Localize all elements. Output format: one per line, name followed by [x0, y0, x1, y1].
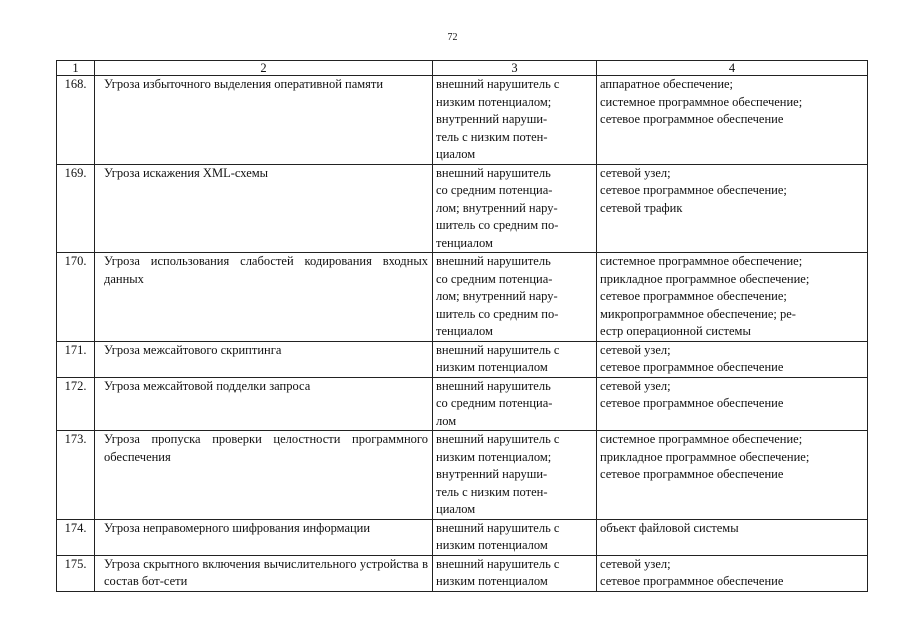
table-row	[57, 377, 868, 431]
threat-name: Угроза искажения XML-схемы	[95, 164, 433, 253]
violator-line: низким потенциалом	[436, 360, 548, 374]
threat-number: 171.	[57, 341, 95, 377]
threat-name: Угроза пропуска проверки целостности программного обеспечения	[95, 431, 433, 520]
impact-object-line: объект файловой системы	[600, 520, 739, 535]
impact-object-line: прикладное программное обеспечение;	[600, 449, 810, 464]
page-number: 72	[447, 32, 458, 43]
table-row	[57, 76, 868, 165]
violator-line: лом	[436, 413, 457, 428]
threat-violator	[433, 377, 597, 431]
threat-violator	[433, 253, 597, 342]
impact-object-line: сетевое программное обеспечение;	[600, 183, 787, 197]
violator-line: внутренний наруши-	[436, 467, 548, 481]
impact-object-line: системное программное обеспечение;	[600, 432, 803, 446]
impact-object-line: сетевое программное обеспечение	[600, 467, 784, 481]
violator-line: тенциалом	[436, 235, 493, 250]
threat-number: 172.	[57, 377, 95, 431]
violator-line: тель с низким потен-	[436, 129, 548, 144]
violator-line: низким потенциалом;	[436, 449, 552, 464]
violator-line: циалом	[436, 502, 476, 516]
threat-impact-object	[597, 341, 868, 377]
threat-impact-object	[597, 555, 868, 591]
threat-violator	[433, 431, 597, 520]
table-row	[57, 253, 868, 342]
threat-number: 175.	[57, 555, 95, 591]
threat-name: Угроза использования слабостей кодирования входных данных	[95, 253, 433, 342]
column-header-threat-name: 2	[95, 61, 433, 76]
violator-line: низким потенциалом	[436, 574, 548, 588]
threat-number: 170.	[57, 253, 95, 342]
threats-table	[56, 60, 868, 592]
threat-violator	[433, 164, 597, 253]
violator-line: внешний нарушитель с	[436, 432, 560, 446]
threat-name: Угроза неправомерного шифрования информации	[95, 519, 433, 555]
threat-number: 168.	[57, 76, 95, 165]
table-row	[57, 164, 868, 253]
threat-violator	[433, 519, 597, 555]
impact-object-line: сетевой узел;	[600, 378, 671, 393]
violator-line: низким потенциалом	[436, 538, 548, 552]
impact-object-line: сетевое программное обеспечение	[600, 112, 784, 126]
threat-number: 169.	[57, 164, 95, 253]
impact-object-line: сетевой узел;	[600, 556, 671, 571]
violator-line: тель с низким потен-	[436, 484, 548, 499]
table-row	[57, 341, 868, 377]
violator-line: лом; внутренний нару-	[436, 200, 558, 215]
impact-object-line: системное программное обеспечение;	[600, 94, 803, 109]
violator-line: внешний нарушитель	[436, 378, 551, 393]
violator-line: со средним потенциа-	[436, 183, 553, 197]
threat-impact-object	[597, 253, 868, 342]
threat-impact-object	[597, 431, 868, 520]
threat-number: 174.	[57, 519, 95, 555]
impact-object-line: сетевой трафик	[600, 200, 683, 215]
violator-line: внутренний наруши-	[436, 112, 548, 126]
violator-line: со средним потенциа-	[436, 271, 553, 286]
impact-object-line: сетевой узел;	[600, 165, 671, 180]
violator-line: низким потенциалом;	[436, 94, 552, 109]
impact-object-line: микропрограммное обеспечение; ре-	[600, 306, 796, 321]
violator-line: внешний нарушитель	[436, 254, 551, 268]
impact-object-line: сетевой узел;	[600, 342, 671, 357]
threat-impact-object	[597, 164, 868, 253]
impact-object-line: сетевое программное обеспечение	[600, 396, 784, 410]
violator-line: внешний нарушитель с	[436, 556, 560, 571]
impact-object-line: системное программное обеспечение;	[600, 254, 803, 268]
threat-name: Угроза межсайтовой подделки запроса	[95, 377, 433, 431]
impact-object-line: естр операционной системы	[600, 324, 751, 338]
table-row	[57, 555, 868, 591]
threat-name: Угроза избыточного выделения оперативной памяти	[95, 76, 433, 165]
threat-name: Угроза скрытного включения вычислительного устройства в состав бот-сети	[95, 555, 433, 591]
impact-object-line: аппаратное обеспечение;	[600, 77, 734, 91]
impact-object-line: сетевое программное обеспечение	[600, 360, 784, 374]
violator-line: циалом	[436, 147, 476, 161]
violator-line: внешний нарушитель с	[436, 342, 560, 357]
table-row	[57, 519, 868, 555]
violator-line: со средним потенциа-	[436, 396, 553, 410]
impact-object-line: сетевое программное обеспечение	[600, 574, 784, 588]
threat-violator	[433, 555, 597, 591]
violator-line: лом; внутренний нару-	[436, 289, 558, 303]
threat-violator	[433, 341, 597, 377]
violator-line: тенциалом	[436, 324, 493, 338]
threat-impact-object	[597, 519, 868, 555]
column-header-violator: 3	[433, 61, 597, 76]
threat-impact-object	[597, 76, 868, 165]
threat-number: 173.	[57, 431, 95, 520]
violator-line: внешний нарушитель	[436, 165, 551, 180]
table-row	[57, 431, 868, 520]
table-header-row	[57, 61, 868, 76]
violator-line: шитель со средним по-	[436, 306, 559, 321]
violator-line: шитель со средним по-	[436, 218, 559, 232]
table-body	[57, 76, 868, 592]
impact-object-line: сетевое программное обеспечение;	[600, 289, 787, 303]
threat-violator	[433, 76, 597, 165]
column-header-number: 1	[57, 61, 95, 76]
threat-name: Угроза межсайтового скриптинга	[95, 341, 433, 377]
threat-impact-object	[597, 377, 868, 431]
violator-line: внешний нарушитель с	[436, 520, 560, 535]
impact-object-line: прикладное программное обеспечение;	[600, 271, 810, 286]
violator-line: внешний нарушитель с	[436, 77, 560, 91]
column-header-impact-object: 4	[597, 61, 868, 76]
